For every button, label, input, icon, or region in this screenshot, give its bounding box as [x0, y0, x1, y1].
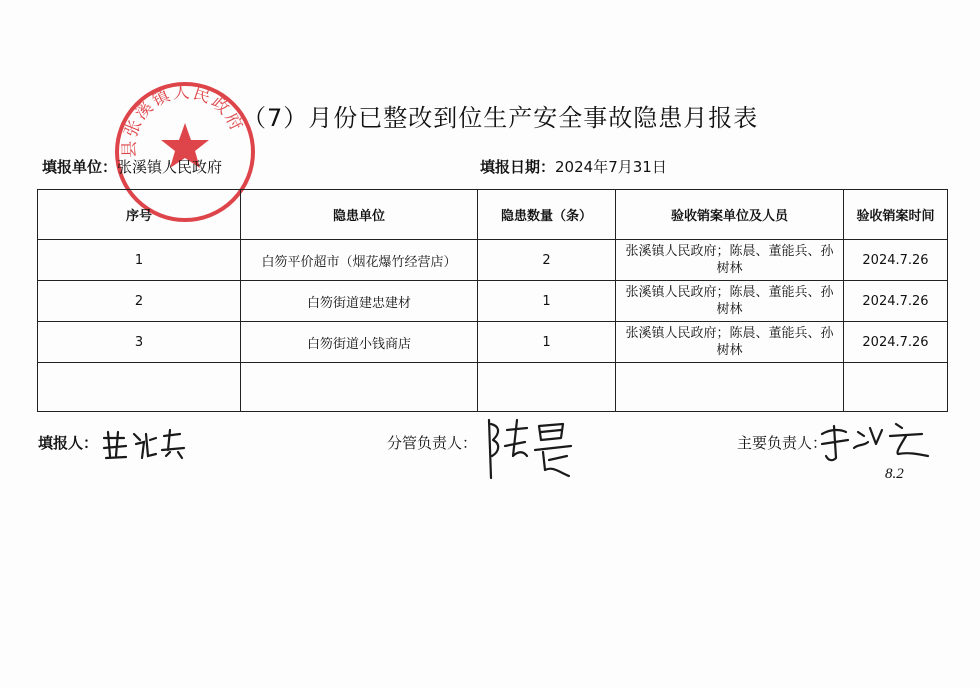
reporting-date	[480, 156, 667, 177]
svg-text:县张溪镇人民政府: 县张溪镇人民政府	[119, 82, 248, 158]
column-header: 验收销案单位及人员	[616, 190, 844, 240]
row-number: 3	[38, 322, 241, 363]
acceptance-time: 2024.7.26	[844, 322, 948, 363]
column-header: 序号	[38, 190, 241, 240]
hazard-unit: 白笏街道小钱商店	[241, 322, 478, 363]
reporting-date-value: 2024年7月31日	[555, 158, 667, 176]
report-title: （7）月份已整改到位生产安全事故隐患月报表	[242, 104, 759, 132]
hazard-count: 1	[478, 322, 616, 363]
table-header-row	[38, 190, 948, 240]
row-number: 2	[38, 281, 241, 322]
table-row	[38, 281, 948, 322]
hazard-unit: 白笏街道建忠建材	[241, 281, 478, 322]
reporting-unit-value: 张溪镇人民政府	[117, 158, 223, 176]
acceptance-time: 2024.7.26	[844, 281, 948, 322]
reporting-unit-label: 填报单位：	[42, 158, 118, 176]
hazard-count: 2	[478, 240, 616, 281]
reporter-signature	[100, 426, 190, 466]
reporter-label: 填报人：	[38, 434, 99, 452]
hazard-report-table	[37, 189, 948, 412]
principal-label: 主要负责人：	[737, 434, 828, 452]
reporting-date-label: 填报日期：	[480, 158, 556, 176]
principal-signature	[818, 418, 938, 490]
hazard-unit: 白笏平价超市（烟花爆竹经营店）	[241, 240, 478, 281]
acceptor: 张溪镇人民政府；陈晨、董能兵、孙树林	[616, 322, 844, 363]
column-header: 隐患单位	[241, 190, 478, 240]
supervisor-signature	[483, 416, 575, 484]
empty-cell	[478, 363, 616, 412]
acceptor: 张溪镇人民政府；陈晨、董能兵、孙树林	[616, 240, 844, 281]
column-header: 隐患数量（条）	[478, 190, 616, 240]
hazard-count: 1	[478, 281, 616, 322]
row-number: 1	[38, 240, 241, 281]
empty-cell	[844, 363, 948, 412]
table-row	[38, 322, 948, 363]
column-header: 验收销案时间	[844, 190, 948, 240]
empty-cell	[616, 363, 844, 412]
acceptance-time: 2024.7.26	[844, 240, 948, 281]
empty-cell	[241, 363, 478, 412]
principal-sign-date: 8.2	[885, 466, 904, 482]
empty-cell	[38, 363, 241, 412]
supervisor-label: 分管负责人：	[387, 434, 478, 452]
table-row	[38, 240, 948, 281]
table-row-empty	[38, 363, 948, 412]
acceptor: 张溪镇人民政府；陈晨、董能兵、孙树林	[616, 281, 844, 322]
reporting-unit	[42, 156, 222, 177]
